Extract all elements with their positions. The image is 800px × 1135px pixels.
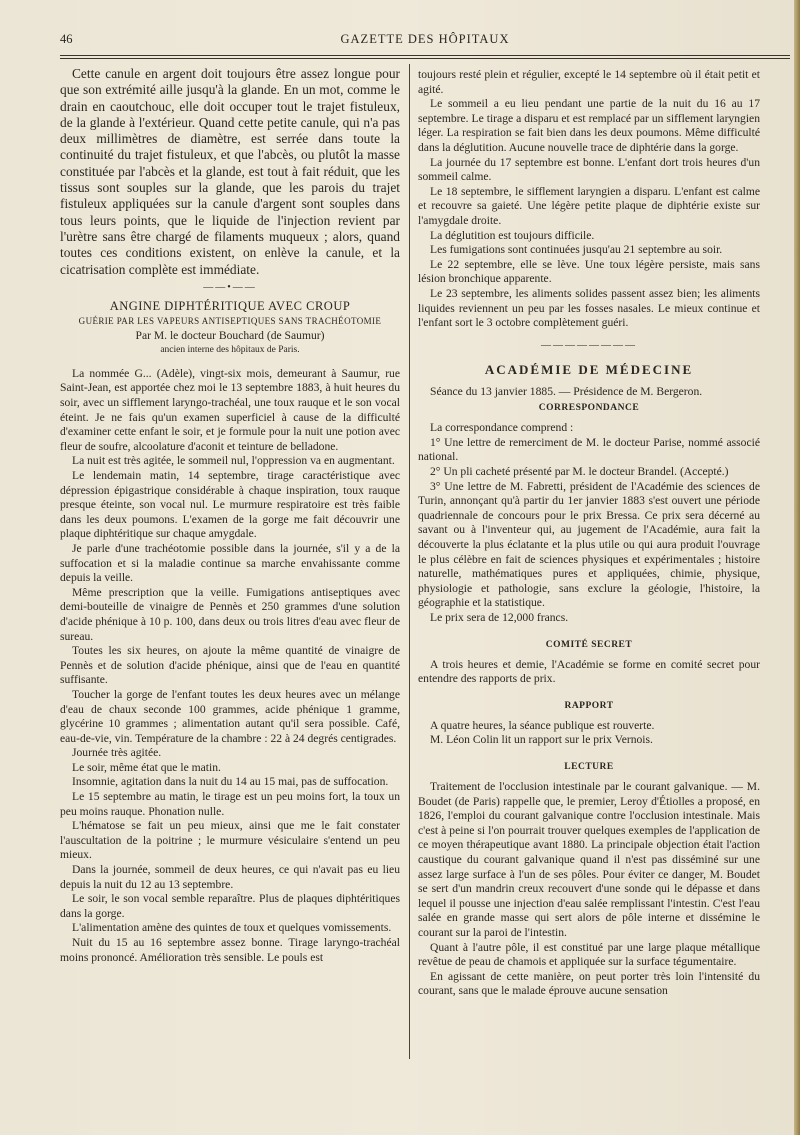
paragraph: Toutes les six heures, on ajoute la même quantité de vinaigre de Pennès et de solution d'acide phénique, ainsi que de l'eau en quantité suffisante. xyxy=(60,644,400,687)
article-author-role: ancien interne des hôpitaux de Paris. xyxy=(160,344,300,355)
paragraph: Journée très agitée. xyxy=(72,746,162,760)
article-subtitle: GUÉRIE PAR LES VAPEURS ANTISEPTIQUES SANS TRACHÉOTOMIE xyxy=(78,315,382,326)
paragraph: Le 15 septembre au matin, le tirage est un peu moins fort, la toux un peu moins rauque. Phonation nulle. xyxy=(60,790,400,818)
paragraph: Le soir, le son vocal semble reparaître. Plus de plaques diphtéritiques dans la gorge. xyxy=(60,892,400,920)
paragraph: Cette canule en argent doit toujours être assez longue pour que son extrémité aille jusqu'à la glande. En un mot, comme le drain en caoutchouc, elle doit occuper tout le trajet fistuleux, de la glande à l'extérieur. Quand cette petite canule, qui n'a pas deux millimètres de diamètre, est serrée dans toute la continuité du trajet fistuleux, et que l'abcès, ou plutôt la masse constituée par l'abcès et la glande, est tout à fait réduit, que les tissus sont souples sur la glande, que les parois du trajet fistuleux appliquées sur la canule d'argent sont souples dans tous leurs points, que le liquide de l'injection revient par l'urètre sans être chargé de filaments muqueux ; alors, quand toutes ces conditions existent, on enlève la canule, et la cicatrisation complète est immédiate. xyxy=(60,66,400,277)
article-title: ANGINE DIPHTÉRITIQUE AVEC CROUP xyxy=(109,298,351,313)
paragraph: Même prescription que la veille. Fumigations antiseptiques avec demi-bouteille de vinaigre de Pennès et 250 grammes d'une solution d'acide phénique à 10 p. 100, dans deux ou trois litres d'eau avec fleur de sureau. xyxy=(60,585,400,643)
page-number: 46 xyxy=(60,32,73,46)
comite-heading: COMITÉ SECRET xyxy=(545,639,633,650)
paragraph: L'hématose se fait un peu mieux, ainsi que me le fait constater l'auscultation de la poitrine ; le murmure vésiculaire s'entend un peu mieux. xyxy=(60,819,400,862)
paragraph: L'alimentation amène des quintes de toux et quelques vomissements. xyxy=(72,921,392,935)
paragraph: Le 23 septembre, les aliments solides passent assez bien; les aliments liquides reviennent un peu par les fosses nasales. Le mieux continue et l'enfant sort le 3 octobre complètement guéri. xyxy=(418,286,760,330)
paragraph: La nommée G... (Adèle), vingt-six mois, demeurant à Saumur, rue Saint-Jean, est apportée chez moi le 13 septembre 1883, à huit heures du soir, avec un sifflement laryngo-trachéal, une toux rauque et le son vocal éteint. Je ne fais qu'un examen superficiel à cause de la difficulté d'examiner cette enfant le soir, et je formule pour la nuit une potion avec fleur de soufre, alcoolature d'aconit et teinture de belladone. xyxy=(60,366,400,453)
section-title: ACADÉMIE DE MÉDECINE xyxy=(484,361,694,377)
paragraph: Je parle d'une trachéotomie possible dans la journée, s'il y a de la suffocation et si la maladie continue sa marche envahissante comme depuis la veille. xyxy=(60,541,400,585)
paragraph: La nuit est très agitée, le sommeil nul, l'oppression va en augmentant. xyxy=(72,454,395,468)
page-header xyxy=(60,30,790,48)
paragraph: Quant à l'autre pôle, il est constitué par une large plaque métallique revêtue de peau de chamois et appliquée sur la surface tégumentaire. xyxy=(418,940,760,969)
paragraph: Les fumigations sont continuées jusqu'au 21 septembre au soir. xyxy=(430,243,723,257)
paragraph: toujours resté plein et régulier, excepté le 14 septembre où il était petit et agité. xyxy=(418,68,760,96)
right-column xyxy=(418,68,760,1058)
separator: ———————— xyxy=(541,339,637,351)
paragraph: Le sommeil a eu lieu pendant une partie de la nuit du 16 au 17 septembre. Le tirage a disparu et est remplacé par un sifflement laryngien léger. La respiration se fait bien dans les deux poumons. Même difficulté dans la déglutition. Aucune nouvelle trace de diphtérie dans la gorge. xyxy=(418,97,760,154)
paragraph: Insomnie, agitation dans la nuit du 14 au 15 mai, pas de suffocation. xyxy=(72,775,389,789)
paragraph: 2° Un pli cacheté présenté par M. le docteur Brandel. (Accepté.) xyxy=(430,465,729,479)
paragraph: Le prix sera de 12,000 francs. xyxy=(430,611,569,624)
paragraph: Le 18 septembre, le sifflement laryngien a disparu. L'enfant est calme et recouvre sa gaieté. Une légère petite plaque de diphtérie existe sur l'amygdale droite. xyxy=(418,184,760,227)
spacer xyxy=(418,748,760,758)
paragraph: Traitement de l'occlusion intestinale par le courant galvanique. — M. Boudet (de Paris) rappelle que, le premier, Leroy d'Étiolles a proposé, en 1826, l'emploi du courant galvanique contre l'occlusion intestinale. Mais c'est à peine si l'on pourrait trouver quelques exemples de l'application de ce moyen thérapeutique avant 1880. La principale objection était l'action caustique du courant galvanique quand il n'est pas disséminé sur une assez large surface à l'un de ses pôles. Pour éviter ce danger, M. Boudet se sert d'un mandrin creux recouvert d'une sonde qui le dépasse et dans lequel il pousse une injection d'eau salée remplissant l'intestin. C'est l'eau salée en grande masse qui sert alors de pôle interne et dissémine le courant sur la paroi de l'intestin. xyxy=(418,779,760,939)
article-body xyxy=(60,367,400,965)
paragraph: Le 22 septembre, elle se lève. Une toux légère persiste, mais sans lésion bronchique apparente. xyxy=(418,257,760,286)
paragraph: A trois heures et demie, l'Académie se forme en comité secret pour entendre des rapports de prix. xyxy=(418,657,760,686)
paragraph: A quatre heures, la séance publique est rouverte. xyxy=(430,718,655,732)
lecture-heading: LECTURE xyxy=(564,761,614,772)
seance-line: Séance du 13 janvier 1885. — Présidence de M. Bergeron. xyxy=(430,384,703,398)
header-rule xyxy=(60,55,790,56)
journal-title: GAZETTE DES HÔPITAUX xyxy=(340,32,510,46)
paragraph: Le lendemain matin, 14 septembre, tirage caractéristique avec dépression épigastrique considérable à chaque inspiration, toux rauque presque éteinte, son vocal nul. Le murmure respiratoire est très faible dans les deux poumons. L'examen de la gorge me fait découvrir une plaque diphtéritique sur chaque amygdale. xyxy=(60,469,400,541)
spacer xyxy=(418,687,760,697)
header-rule-thin xyxy=(60,58,790,59)
page-edge xyxy=(794,0,800,1135)
paragraph: En agissant de cette manière, on peut porter très loin l'intensité du courant, sans que le malade éprouve aucune sensation xyxy=(418,969,760,998)
column-divider xyxy=(409,64,410,1059)
paragraph: Toucher la gorge de l'enfant toutes les deux heures avec un mélange d'eau de chaux seconde 100 grammes, acide phénique 1 gramme, glycérine 10 grammes ; alimentation autant qu'il sera possible. Café, eau-de-vie, vin. Température de la chambre : 22 à 24 degrés centigrades. xyxy=(60,687,400,745)
spacer xyxy=(418,626,760,636)
paragraph: Nuit du 15 au 16 septembre assez bonne. Tirage laryngo-trachéal moins prononcé. Amélioration très sensible. Le pouls est xyxy=(60,936,400,964)
paragraph: La journée du 17 septembre est bonne. L'enfant dort trois heures d'un sommeil calme. xyxy=(418,155,760,184)
paragraph: La correspondance comprend : xyxy=(430,421,574,435)
rapport-heading: RAPPORT xyxy=(564,700,614,711)
paragraph: Dans la journée, sommeil de deux heures, ce qui n'avait pas eu lieu depuis la nuit du 12 au 13 septembre. xyxy=(60,863,400,891)
paragraph: Le soir, même état que le matin. xyxy=(72,760,221,774)
paragraph: 3° Une lettre de M. Fabretti, président de l'Académie des sciences de Turin, annonçant qu'à partir du 1er janvier 1883 s'est ouvert une période quadriennale de concours pour le prix Bressa. Ce prix sera décerné au savant ou à l'inventeur qui, au jugement de l'Académie, aura fait la découverte la plus éclatante et la plus utile ou qui aura produit l'ouvrage le plus célèbre en fait de sciences physiques et expérimentales ; histoire naturelle, mathématiques pures et appliquées, chimie, physique, physiologie et pathologie, sans exclure la géologie, l'histoire, la géographie et la statistique. xyxy=(418,479,760,610)
paragraph: 1° Une lettre de remerciment de M. le docteur Parise, nommé associé national. xyxy=(418,435,760,464)
left-column xyxy=(60,66,400,1056)
paragraph: La déglutition est toujours difficile. xyxy=(430,228,595,242)
canule-text xyxy=(60,66,400,278)
article-author: Par M. le docteur Bouchard (de Saumur) xyxy=(135,328,325,342)
separator: ——•—— xyxy=(203,281,257,293)
paragraph: M. Léon Colin lit un rapport sur le prix Vernois. xyxy=(430,733,653,747)
correspondance-heading: CORRESPONDANCE xyxy=(538,403,640,414)
